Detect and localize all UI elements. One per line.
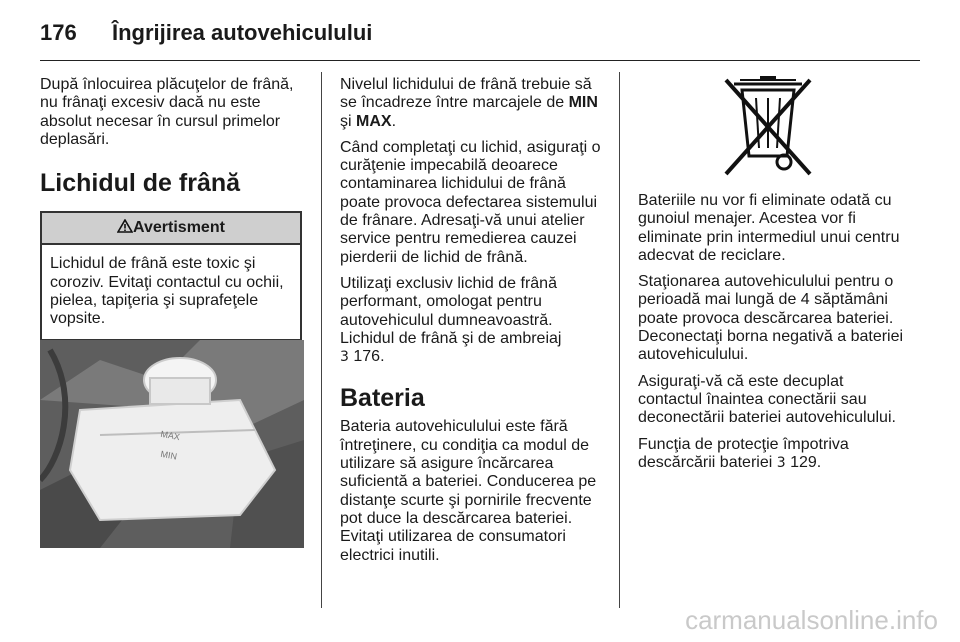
fluid-level-paragraph [340, 76, 604, 131]
section-heading-battery: Bateria [340, 384, 425, 413]
crossed-out-wheelie-bin-icon [716, 76, 820, 178]
brake-fluid-reservoir-photo [40, 340, 304, 548]
reservoir-min-marking: MIN [159, 448, 178, 462]
cross-reference-icon[interactable]: 3 [776, 454, 786, 471]
fluid-level-text: Nivelul lichidului de frână trebuie să se încadreze între marcajele de [340, 76, 592, 112]
max-marking-label: MAX [356, 112, 392, 130]
fluid-level-period: . [391, 112, 397, 130]
use-paragraph [340, 275, 604, 366]
header-divider [40, 60, 920, 61]
warning-box [40, 211, 302, 340]
protection-text: Funcţia de protecţie împotriva descărcării bateriei [638, 435, 849, 471]
protection-paragraph [638, 436, 908, 473]
battery-paragraph: Bateria autovehiculului este fără întreţinere, cu condiţia ca modul de utilizare să asigure încărcarea suficientă a bateriei. Conducerea pe distanţe scurte şi pornirile frecvente pot duce la descărcarea bateriei. Evitaţi utilizarea de consumatori electrici inutili. [340, 418, 597, 564]
page-header [40, 12, 920, 54]
parking-paragraph: Staţionarea autovehiculului pentru o perioadă mai lungă de 4 săptămâni poate provoca descărcarea bateriei. Deconectaţi borna negativă a bateriei autovehiculului. [638, 273, 904, 364]
page-title: Îngrijirea autovehiculului [112, 20, 373, 45]
warning-header [42, 213, 300, 245]
cross-reference-text: Lichidul de frână şi de ambreiaj [340, 329, 562, 347]
warning-text: Lichidul de frână este toxic şi coroziv. Evitaţi contactul cu ochii, pielea, tapiţeria şi suprafeţele vopsite. [50, 255, 284, 328]
ensure-paragraph: Asiguraţi-vă că este decuplat contactul înaintea conectării sau deconectării bateriei autovehiculului. [638, 372, 896, 427]
fluid-level-conjunction: şi [340, 112, 356, 130]
section-heading-brake-fluid: Lichidul de frână [40, 169, 241, 198]
watermark: carmanualsonline.info [685, 605, 938, 635]
column-middle [340, 76, 604, 573]
cross-reference-icon[interactable]: 3 [340, 349, 349, 366]
column-left [40, 76, 304, 341]
cross-reference-page[interactable]: 129. [785, 453, 822, 471]
min-marking-label: MIN [568, 94, 598, 112]
page-number: 176 [40, 20, 77, 45]
reservoir-max-marking: MAX [159, 428, 181, 443]
column-right [638, 192, 908, 480]
cross-reference-page[interactable]: 176. [348, 348, 385, 366]
column-divider-left [321, 72, 322, 608]
dispose-paragraph: Bateriile nu vor fi eliminate odată cu gunoiul menajer. Acestea vor fi eliminate prin intermediul unui centru adecvat de reciclare. [638, 192, 900, 264]
fill-paragraph: Când completaţi cu lichid, asiguraţi o curăţenie impecabilă deoarece contaminarea lichidului de frână poate provoca defectarea sistemului de frânare. Adresaţi-vă unui atelier service pentru remedierea cauzei pierderii de lichid de frână. [340, 138, 601, 266]
warning-triangle-icon [117, 219, 133, 233]
use-text: Utilizaţi exclusiv lichid de frână performant, omologat pentru autovehiculul dumneavoastră. [340, 274, 557, 329]
intro-paragraph: După înlocuirea plăcuţelor de frână, nu frânaţi excesiv dacă nu este absolut necesar în cursul primelor deplasări. [40, 76, 294, 148]
warning-title: Avertisment [133, 219, 225, 237]
column-divider-right [619, 72, 620, 608]
